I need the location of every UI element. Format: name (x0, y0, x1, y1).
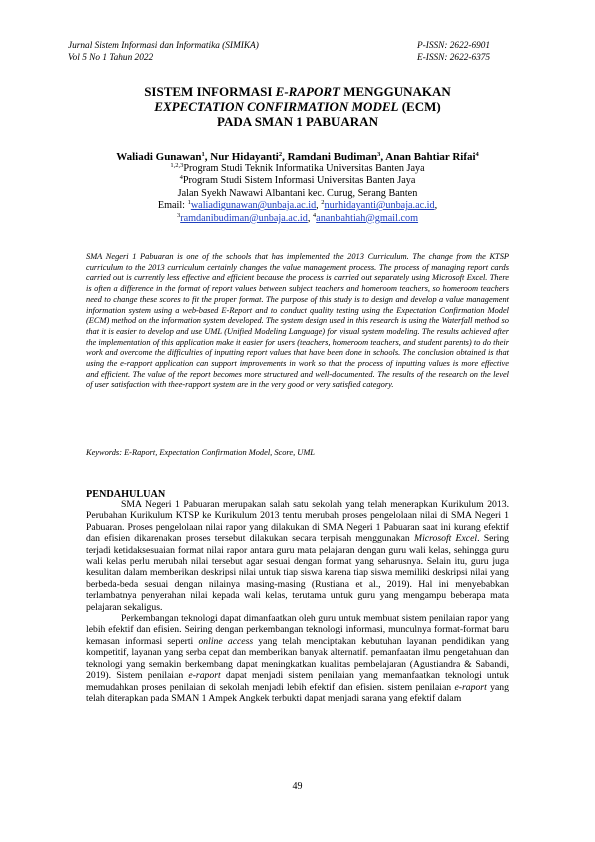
author-4: Anan Bahtiar Rifai (385, 151, 476, 163)
page-number: 49 (292, 781, 303, 792)
email-link-2[interactable]: nurhidayanti@unbaja.ac.id (324, 200, 435, 212)
title-line-3: PADA SMAN 1 PABUARAN (217, 114, 378, 129)
affiliation-address: Jalan Syekh Nawawi Albantani kec. Curug, Serang Banten (177, 187, 418, 199)
email-line-1: Email: $^1$waliadigunawan@unbaja.ac.id, $^2$nurhidayanti@unbaja.ac.id, (157, 199, 438, 212)
pissn: P-ISSN: 2622-6901 (417, 41, 491, 51)
author-1: Waliadi Gunawan (116, 151, 202, 163)
author-list: Waliadi Gunawan$^1$, Nur Hidayanti$^2$, Ramdani Budiman$^3$, Anan Bahtiar Rifai$^4$ (116, 151, 479, 163)
email-link-1[interactable]: waliadigunawan@unbaja.ac.id (190, 200, 317, 212)
paper-title (60, 84, 535, 129)
email-link-3[interactable]: ramdanibudiman@unbaja.ac.id (180, 212, 308, 224)
keywords: Keywords: E-Raport, Expectation Confirmation Model, Score, UML (86, 448, 315, 457)
abstract: SMA Negeri 1 Pabuaran is one of the schools that has implemented the 2013 Curriculum. The change from the KTSP curriculum to the 2013 curriculum certainly changes the value management process. The process of managing report cards carried out is currently less effective and efficient because the process is carried out separately using Microsoft Excel. There is often a difference in the format of report values between subject teachers and homeroom teachers, so homeroom teachers need to change these scores to fit the proper format. The purpose of this study is to design and develop a value management information system using a web-based E-Report and to conduct quality testing using the Expectation Confirmation Model (ECM) method on the information system developed. The system design used in this research is using the Waterfall method so that it is easier to develop and use UML (Unified Modeling Language) for visual system modeling. The results achieved after the implementation of this application make it easier for users (teachers, homeroom teachers, and student parents) to do their work and overcome the difficulties of inputting report values that have been done in schools. The conclusion obtained is that using the e-rapport application can support improvements in work so that the process of inputting values is more effective and efficient. The value of the report becomes more structured and well-documented. The results of the research on the level of user satisfaction with thee-rapport system are in the very good or very satisfied category. (86, 252, 509, 390)
title-line-2: EXPECTATION CONFIRMATION MODEL (ECM) (154, 99, 441, 114)
affiliation-2: $^4$Program Studi Sistem Informasi Universitas Banten Jaya (179, 174, 416, 187)
journal-volume: Vol 5 No 1 Tahun 2022 (68, 53, 154, 63)
section-heading: PENDAHULUAN (86, 489, 166, 500)
running-header-right (417, 40, 527, 64)
author-3: Ramdani Budiman (287, 151, 378, 163)
email-link-4[interactable]: ananbahtiah@gmail.com (316, 212, 419, 224)
affiliation-1: $^{1,2,3}$Program Studi Teknik Informatika Universitas Banten Jaya (170, 162, 425, 174)
paragraph-2: Perkembangan teknologi dapat dimanfaatkan oleh guru untuk membuat sistem penilaian rapor yang lebih efektif dan efisien. Seiring dengan perkembangan teknologi informasi, munculnya format-format baru kemasan informasi seperti online access yang telah menciptakan kebutuhan layanan pendidikan yang kompetitif, layanan yang serba cepat dan memberikan banyak alternatif. pemanfaatan ilmu pengetahuan dan teknologi yang semakin berkembang dapat meningkatkan kualitas pembelajaran (Agustiandra & Sabandi, 2019). Sistem penilaian e-raport dapat menjadi sistem penilaian yang memanfaatkan teknologi untuk memudahkan proses penilaian di sekolah menjadi lebih efektif dan efisien. sistem penilaian e-raport yang telah diterapkan pada SMAN 1 Ampek Angkek terbukti dapat menjadi sarana yang efektif dalam (86, 613, 510, 704)
running-header-left (68, 40, 259, 64)
title-line-1: SISTEM INFORMASI E-RAPORT MENGGUNAKAN (144, 84, 451, 99)
email-line-2: $^3$ramdanibudiman@unbaja.ac.id, $^4$ananbahtiah@gmail.com (176, 211, 419, 224)
eissn: E-ISSN: 2622-6375 (417, 53, 491, 63)
author-2: Nur Hidayanti (210, 151, 279, 163)
paragraph-1: SMA Negeri 1 Pabuaran merupakan salah satu sekolah yang telah menerapkan Kurikulum 2013. Perubahan Kurikulum KTSP ke Kurikulum 2013 tentu merubah proses pengelolaan nilai di SMA Negeri 1 Pabuaran. Proses pengelolaan nilai rapor yang dilakukan di SMA Negeri 1 Pabuaran saat ini kurang efektif dan efisien dikarenakan proses tersebut dilakukan secara terpisah menggunakan Microsoft Excel. Sering terjadi ketidaksesuaian format nilai rapor antara guru mata pelajaran dengan guru wali kelas, sehingga guru wali kelas perlu merubah nilai tersebut agar sesuai dengan format yang seharusnya. Selain itu, guru juga kesulitan dalam memberikan deskripsi nilai untuk tiap siswa karena tiap siswa memiliki deskripsi nilai yang berbeda-beda sesuai dengan nilainya masing-masing (Rustiana et al., 2019). Hal ini menyebabkan terlambatnya penyerahan nilai kepada wali kelas, terutama untuk guru yang mengampu beberapa mata pelajaran sekaligus. (86, 499, 510, 613)
affiliations (60, 163, 535, 225)
body-text (86, 499, 509, 704)
journal-name: Jurnal Sistem Informasi dan Informatika (SIMIKA) (68, 41, 259, 51)
